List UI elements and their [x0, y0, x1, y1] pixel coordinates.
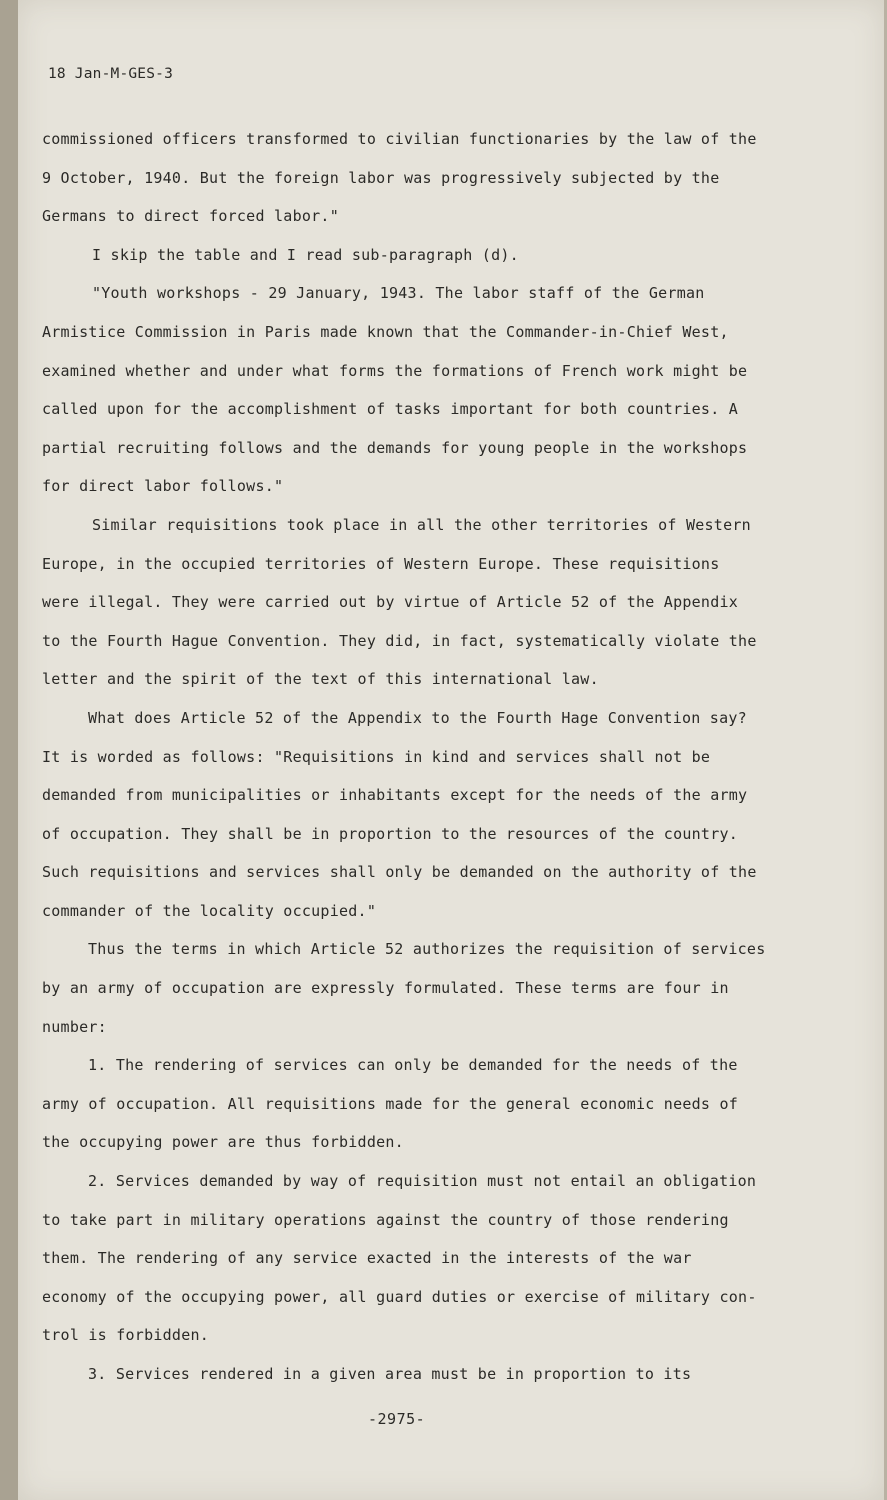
text-line: What does Article 52 of the Appendix to the Fourth Hage Convention say?	[88, 708, 747, 727]
text-line: Germans to direct forced labor."	[42, 207, 339, 226]
text-line: 3. Services rendered in a given area must be in proportion to its	[88, 1365, 692, 1383]
text-line: Europe, in the occupied territories of Western Europe. These requisitions	[42, 554, 720, 573]
text-line: commissioned officers transformed to civilian functionaries by the law of the	[42, 130, 757, 148]
text-line: examined whether and under what forms the formations of French work might be	[42, 361, 748, 380]
text-line: partial recruiting follows and the demands for young people in the workshops	[42, 438, 748, 457]
text-line: It is worded as follows: "Requisitions in kind and services shall not be	[42, 747, 711, 766]
document-page	[18, 0, 884, 1500]
text-line: for direct labor follows."	[42, 477, 284, 496]
text-line: 2. Services demanded by way of requisition must not entail an obligation	[88, 1172, 757, 1191]
text-line: demanded from municipalities or inhabitants except for the needs of the army	[42, 786, 748, 805]
text-line: by an army of occupation are expressly formulated. These terms are four in	[42, 979, 729, 998]
text-line: army of occupation. All requisitions made for the general economic needs of	[42, 1094, 739, 1113]
text-line: Thus the terms in which Article 52 authorizes the requisition of services	[88, 940, 766, 959]
text-line: of occupation. They shall be in proportion to the resources of the country.	[42, 824, 739, 843]
document-body	[42, 120, 842, 1394]
text-line: Such requisitions and services shall only be demanded on the authority of the	[42, 863, 757, 882]
text-line: letter and the spirit of the text of this international law.	[42, 670, 599, 689]
text-line: them. The rendering of any service exacted in the interests of the war	[42, 1249, 692, 1268]
page-number: -2975-	[368, 1410, 426, 1428]
text-line: 9 October, 1940. But the foreign labor was progressively subjected by the	[42, 168, 720, 187]
text-line: were illegal. They were carried out by virtue of Article 52 of the Appendix	[42, 593, 739, 612]
document-header: 18 Jan-M-GES-3	[48, 66, 174, 82]
text-line: number:	[42, 1017, 107, 1036]
text-line: economy of the occupying power, all guard duties or exercise of military con-	[42, 1287, 757, 1306]
text-line: Similar requisitions took place in all the other territories of Western	[92, 515, 751, 534]
text-line: "Youth workshops - 29 January, 1943. The labor staff of the German	[92, 284, 705, 303]
text-line: to take part in military operations against the country of those rendering	[42, 1210, 729, 1229]
text-line: trol is forbidden.	[42, 1326, 210, 1345]
text-line: 1. The rendering of services can only be demanded for the needs of the	[88, 1056, 738, 1075]
page-edge-shadow	[0, 0, 18, 1500]
text-line: Armistice Commission in Paris made known that the Commander-in-Chief West,	[42, 322, 729, 341]
text-line: commander of the locality occupied."	[42, 901, 377, 920]
text-line: to the Fourth Hague Convention. They did, in fact, systematically violate the	[42, 631, 757, 650]
text-line: I skip the table and I read sub-paragraph (d).	[92, 245, 519, 264]
text-line: the occupying power are thus forbidden.	[42, 1133, 404, 1152]
text-line: called upon for the accomplishment of tasks important for both countries. A	[42, 400, 739, 419]
